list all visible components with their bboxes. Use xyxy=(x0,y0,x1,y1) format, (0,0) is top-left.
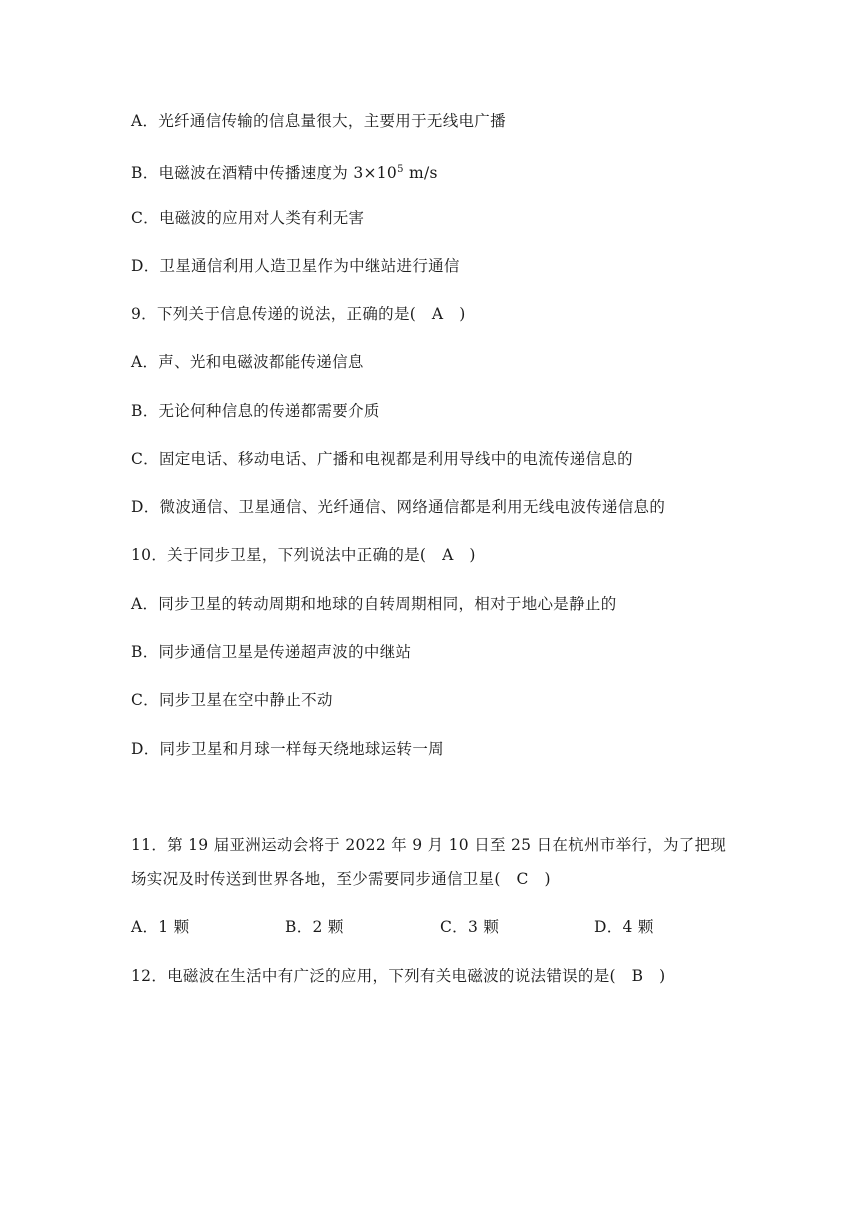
q9-option-b: B．无论何种信息的传递都需要介质 xyxy=(131,402,380,420)
q9-option-d: D．微波通信、卫星通信、光纤通信、网络通信都是利用无线电波传递信息的 xyxy=(131,498,666,516)
q11-option-d: D．4 颗 xyxy=(594,918,654,936)
q11-stem-line2: 场实况及时传送到世界各地，至少需要同步通信卫星( C ) xyxy=(131,870,551,888)
q10-option-c: C．同步卫星在空中静止不动 xyxy=(131,691,333,709)
q10-stem: 10．关于同步卫星，下列说法中正确的是( A ) xyxy=(131,546,476,564)
q10-option-b: B．同步通信卫星是传递超声波的中继站 xyxy=(131,643,412,661)
q8-option-b-unit: m/s xyxy=(403,164,438,182)
q8-option-d: D．卫星通信利用人造卫星作为中继站进行通信 xyxy=(131,257,460,275)
q9-stem: 9．下列关于信息传递的说法，正确的是( A ) xyxy=(131,305,466,323)
q8-option-b-text: B．电磁波在酒精中传播速度为 3×10 xyxy=(131,164,398,182)
q11-option-c: C．3 颗 xyxy=(440,918,500,936)
q8-option-a: A．光纤通信传输的信息量很大，主要用于无线电广播 xyxy=(131,112,506,130)
q12-stem: 12．电磁波在生活中有广泛的应用，下列有关电磁波的说法错误的是( B ) xyxy=(131,967,666,985)
q10-option-d: D．同步卫星和月球一样每天绕地球运转一周 xyxy=(131,740,444,758)
q11-option-b: B．2 颗 xyxy=(285,918,344,936)
q11-option-a: A．1 颗 xyxy=(131,918,190,936)
q8-option-b xyxy=(131,160,438,183)
q9-option-c: C．固定电话、移动电话、广播和电视都是利用导线中的电流传递信息的 xyxy=(131,450,633,468)
q10-option-a: A．同步卫星的转动周期和地球的自转周期相同，相对于地心是静止的 xyxy=(131,595,617,613)
q8-option-c: C．电磁波的应用对人类有利无害 xyxy=(131,209,365,227)
q9-option-a: A．声、光和电磁波都能传递信息 xyxy=(131,353,364,371)
q8-option-b-exponent: 5 xyxy=(397,164,404,175)
q11-stem-line1: 11．第 19 届亚洲运动会将于 2022 年 9 月 10 日至 25 日在杭州市举行，为了把现 xyxy=(131,836,727,854)
